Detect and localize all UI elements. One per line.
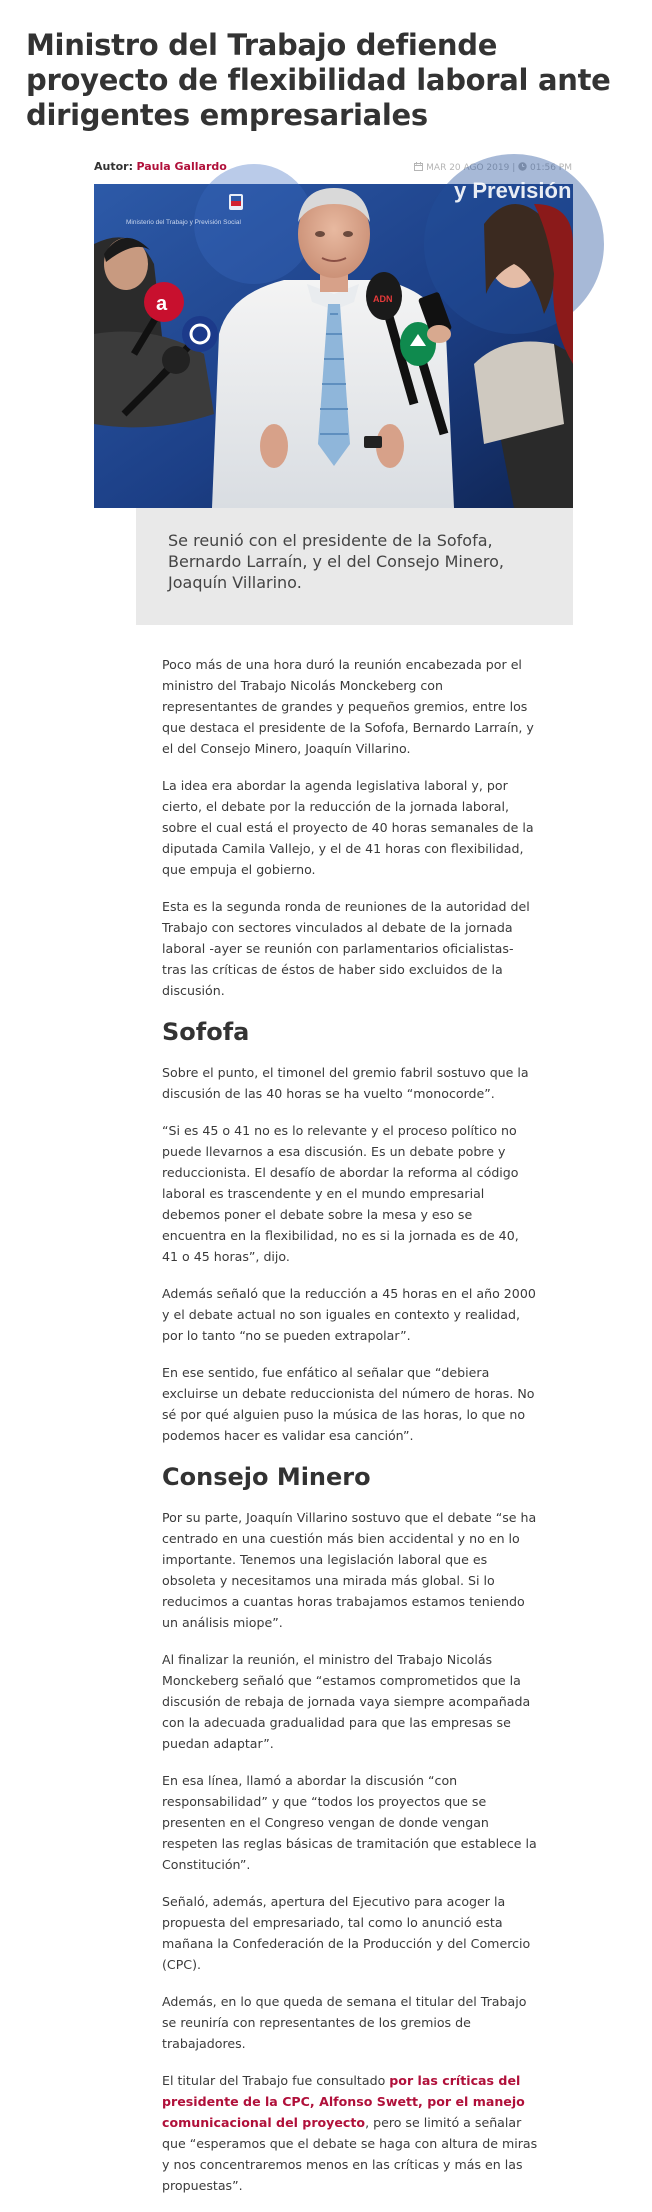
paragraph-text: El titular del Trabajo fue consultado: [162, 2073, 390, 2088]
paragraph: Esta es la segunda ronda de reuniones de la autoridad del Trabajo con sectores vinculados al debate de la jornada laboral -ayer se reunión con parlamentarios oficialistas- tras las críticas de éstos de haber sido excluidos de la discusión.: [162, 899, 530, 998]
mic-adn-label: ADN: [373, 294, 393, 304]
section-heading-sofofa: Sofofa: [162, 1018, 250, 1046]
paragraph: Sobre el punto, el timonel del gremio fabril sostuvo que la discusión de las 40 horas se ha vuelto “monocorde”.: [162, 1065, 529, 1101]
backdrop-word: y Previsión: [454, 178, 572, 203]
lead-text: Se reunió con el presidente de la Sofofa, Bernardo Larraín, y el del Consejo Minero, Joaquín Villarino.: [168, 531, 504, 592]
paragraph: En ese sentido, fue enfático al señalar que “debiera excluirse un debate reduccionista del número de horas. No sé por qué alguien puso la música de las horas, lo que no podemos hacer es validar esa canción”.: [162, 1365, 535, 1443]
author-link[interactable]: Paula Gallardo: [136, 160, 227, 173]
article-photo: [94, 178, 573, 508]
press-conference-image: [94, 178, 573, 508]
cpc-criticism-link[interactable]: por las críticas del presidente de la CPC, Alfonso Swett, por el manejo comunicacional del proyecto: [162, 2073, 525, 2130]
paragraph: Además, en lo que queda de semana el titular del Trabajo se reuniría con representantes de los gremios de trabajadores.: [162, 1994, 527, 2051]
paragraph: Además señaló que la reducción a 45 horas en el año 2000 y el debate actual no son iguales en contexto y realidad, por lo tanto “no se pueden extrapolar”.: [162, 1286, 536, 1343]
author-label: Autor:: [94, 160, 133, 173]
paragraph: En esa línea, llamó a abordar la discusión “con responsabilidad” y que “todos los proyectos que se presenten en el Congreso vengan de donde vengan respeten las reglas básicas de tramitación que establece la Constitución”.: [162, 1773, 537, 1872]
paragraph: “Si es 45 o 41 no es lo relevante y el proceso político no puede llevarnos a esa discusión. Es un debate pobre y reduccionista. El desafío de abordar la reforma al código laboral es trascendente y en el mundo empresarial debemos poner el debate sobre la mesa y eso se encuentra en la flexibilidad, no es si la jornada es de 40, 41 o 45 horas”, dijo.: [162, 1123, 519, 1264]
mic-a-label: a: [156, 293, 168, 315]
paragraph: Por su parte, Joaquín Villarino sostuvo que el debate “se ha centrado en una cuestión más bien accidental y no en lo importante. Tenemos una legislación laboral que es obsoleta y necesitamos una mirada más global. Si lo reducimos a cuantas horas trabajamos estamos teniendo un análisis miope”.: [162, 1510, 537, 1630]
article-headline: Ministro del Trabajo defiende proyecto de flexibilidad laboral ante dirigentes empresariales: [26, 28, 611, 132]
paragraph: Señaló, además, apertura del Ejecutivo para acoger la propuesta del empresariado, tal como lo anunció esta mañana la Confederación de la Producción y del Comercio (CPC).: [162, 1894, 531, 1972]
meta-separator: |: [512, 163, 516, 173]
article-body: [162, 654, 538, 2212]
lead-summary: [136, 508, 573, 625]
calendar-icon: [414, 162, 423, 174]
paragraph: Poco más de una hora duró la reunión encabezada por el ministro del Trabajo Nicolás Monckeberg con representantes de grandes y pequeños gremios, entre los que destaca el presidente de la Sofofa, Bernardo Larraín, y el del Consejo Minero, Joaquín Villarino.: [162, 657, 534, 756]
publish-date: MAR 20 AGO 2019: [426, 163, 510, 173]
publish-time: 01:56 PM: [530, 163, 572, 173]
section-heading-consejo-minero: Consejo Minero: [162, 1463, 371, 1491]
paragraph: Al finalizar la reunión, el ministro del Trabajo Nicolás Monckeberg señaló que “estamos comprometidos que la discusión de rebaja de jornada vaya siempre acompañada con la adecuada gradualidad para que las empresas se puedan adaptar”.: [162, 1652, 531, 1751]
paragraph-text: , pero se limitó a señalar que “esperamos que el debate se haga con altura de miras y nos concentraremos menos en las críticas y más en las propuestas”.: [162, 2115, 538, 2193]
backdrop-org-text: Ministerio del Trabajo y Previsión Social: [126, 219, 241, 226]
paragraph-with-link: [162, 2070, 538, 2196]
paragraph: La idea era abordar la agenda legislativa laboral y, por cierto, el debate por la reducción de la jornada laboral, sobre el cual está el proyecto de 40 horas semanales de la diputada Camila Vallejo, y el de 41 horas con flexibilidad, que empuja el gobierno.: [162, 778, 534, 877]
